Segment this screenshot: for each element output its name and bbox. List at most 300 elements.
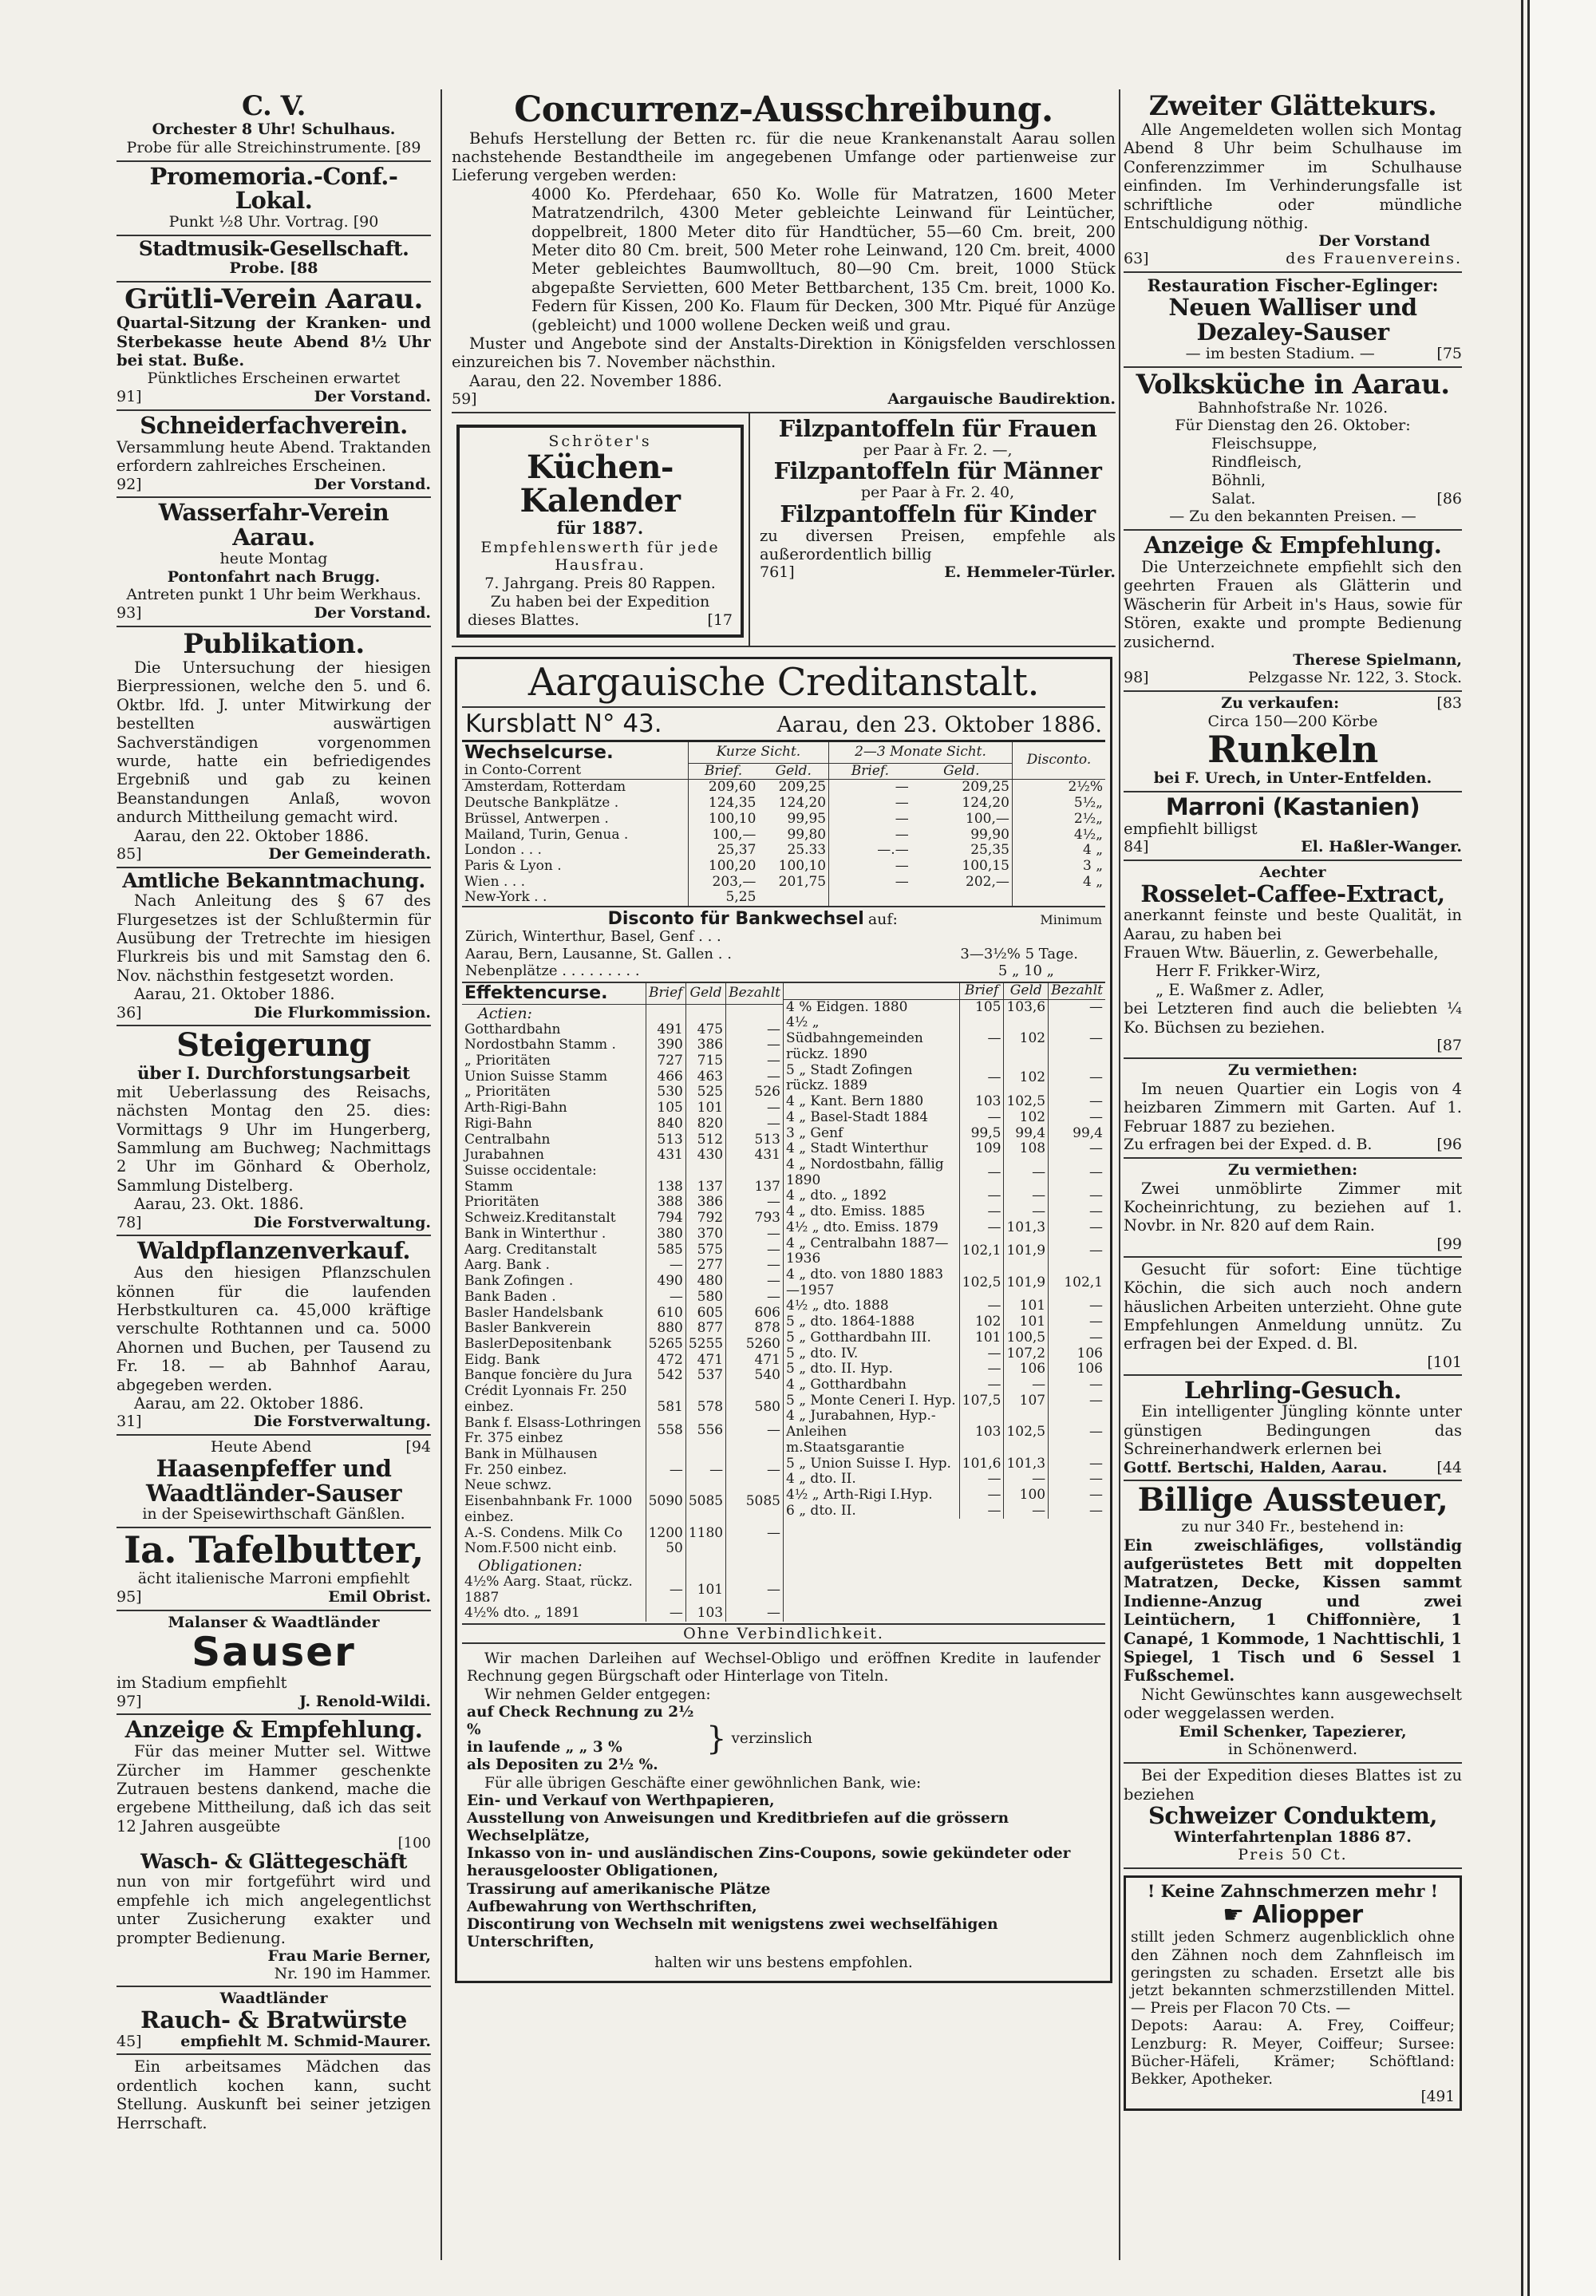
effekt-name: 3 „ Genf [786,1124,843,1141]
fp-no: 761] [760,563,795,582]
ad-concurrenz [452,89,1116,413]
effekt-value [685,1541,725,1557]
effekt-name: Basler Handelsbank [464,1304,603,1321]
effekt-value: 431 [646,1148,685,1164]
effekt-value: 99,4 [1004,1126,1049,1142]
effekt-row [462,1526,783,1542]
bank-l1: Ein- und Verkauf von Werthpapieren, [467,1792,775,1809]
h-brief-2: Brief. [829,763,911,780]
disc-r3: Nebenplätze . . . . . . . . . [465,962,640,980]
effekt-row-right [784,1063,1105,1094]
wechsel-value: — [829,828,911,844]
ad-promemoria [117,162,431,236]
vk-item: Rindfleisch, [1211,453,1302,472]
effekt-value: 466 [646,1069,685,1085]
effekt-row [462,1195,783,1211]
bank-p1: Wir machen Darleihen auf Wechsel-Obligo und eröffnen Kredite in laufender Rechnung gegen Bürgschaft oder Hinterlage von Titeln. [467,1650,1100,1685]
bank-brace: } [706,1721,727,1758]
wechsel-value: — [829,780,911,796]
effekten-right [784,983,1105,1622]
effekt-row [462,1101,783,1116]
effekt-value: 878 [726,1321,783,1337]
effekt-value: — [959,1346,1004,1362]
effekt-name: Bank Zofingen . [464,1273,574,1290]
wechsel-value: 209,25 [962,779,1009,796]
amt-sig: Die Flurkommission. [254,1003,431,1022]
effekt-value: — [726,1243,783,1259]
effekt-value: 5255 [685,1337,725,1353]
wechsel-value: 99,90 [970,826,1009,843]
vk-item: Böhnli, [1211,471,1266,489]
effekt-name: Nordostbahn Stamm . [464,1037,616,1053]
cred-title: Aargauische Creditanstalt. [462,662,1105,708]
sc-title: Schweizer Conduktem, [1148,1801,1437,1829]
effekt-name: 4 „ dto. II. [786,1471,856,1488]
wechsel-value: 209,60 [688,780,758,796]
ae-body: Die Unterzeichnete empfiehlt sich den geehrten Frauen als Glätterin und Wäscherin für Arbeit in's Haus, sowie für Stören, exakte und prompte Bedienung zusichernd. [1124,557,1462,651]
rb-body: empfiehlt M. Schmid-Maurer. [180,2032,431,2050]
effekt-value: — [1049,1110,1105,1126]
pub-foot [117,845,431,863]
effekt-value: 606 [726,1306,783,1322]
effekt-row [462,1463,783,1479]
effekt-name: Aarg. Bank . [464,1257,550,1274]
effekt-value: 513 [726,1132,783,1148]
effekt-value: — [1049,1409,1105,1456]
az-sig: Frau Marie Berner, [267,1947,431,1966]
wechsel-value [829,890,911,906]
wechsel-value: 100,10 [688,812,758,828]
effekt-row [462,1290,783,1306]
bank-verz: verzinslich [731,1730,812,1748]
wp-body: Aus den hiesigen Pflanzschulen können für die laufenden Herbstkulturen ca. 45,000 kräftige verschulte Rothtannen und ca. 5000 Ahornen und Buchen, per Tausend zu Fr. 18. — ab Bahnhof Aarau, abgegeben werden. [117,1263,431,1394]
sa-sig: J. Renold-Wildi. [298,1692,431,1710]
effekt-value: 1180 [685,1526,725,1542]
effekt-row-right [784,1204,1105,1220]
ges-body: Gesucht für sofort: Eine tüchtige Köchin, die sich auch noch andern häuslichen Arbeiten unterzieht. Ohne gute Empfehlungen Anmeldung unnütz. Zu erfragen bei der Exped. d. Bl. [1124,1259,1462,1353]
effekt-value: 430 [685,1148,725,1164]
effekt-name: 5 „ dto. II. Hyp. [786,1361,893,1377]
effekt-name: 5 „ dto. IV. [786,1345,859,1361]
effekt-value: — [646,1258,685,1274]
effekt-value: 727 [646,1053,685,1069]
effekt-name: 4 „ Stadt Winterthur [786,1140,928,1157]
wechsel-value: 100,10 [778,858,827,874]
effekt-value: 5085 [685,1478,725,1525]
effekt-value: — [959,1377,1004,1393]
effekt-value: 101,9 [1004,1236,1049,1267]
effekt-value: 840 [646,1116,685,1132]
h-geld-2: Geld. [911,763,1013,780]
sa-title: Sauser [192,1629,356,1676]
effekt-value: 581 [646,1400,685,1416]
effekt-value: — [1049,1504,1105,1519]
kk-l6: dieses Blattes. [468,611,579,629]
effekt-row [462,1037,783,1053]
sc-price: Preis 50 Ct. [1238,1846,1348,1864]
fp-t2: Filzpantoffeln für Männer [773,457,1102,485]
wechsel-value: 99,95 [787,810,827,827]
wp-no: 31] [117,1413,142,1431]
was-foot [117,604,431,622]
ad-glaettekurs [1124,89,1462,273]
ha-l1no: [94 [405,1438,431,1456]
h-ef-bez-r: Bezahlt [1049,983,1105,999]
effekt-value: 390 [646,1037,685,1053]
ad-aliopper [1124,1875,1462,2111]
effekt-row [462,1053,783,1069]
effekt-value: — [726,1416,783,1447]
effekt-value: 101 [1004,1314,1049,1330]
gr-sig: Der Vorstand. [314,388,431,406]
mar-foot [1124,838,1462,856]
effekt-row [462,1148,783,1164]
effekt-value: 101,9 [1004,1267,1049,1298]
effekt-value: — [646,1606,685,1622]
effekt-name: 5 „ Union Suisse I. Hyp. [786,1455,951,1472]
effekt-value: 1200 [646,1526,685,1542]
wp-title: Waldpflanzenverkauf. [137,1237,410,1265]
effekt-value: 386 [685,1037,725,1053]
wechsel-value: 209,25 [778,779,827,796]
effekt-value: 106 [1004,1361,1049,1377]
effekt-value: 580 [726,1400,783,1416]
ha-l1: Heute Abend [210,1438,312,1456]
effekt-row-right [784,1504,1105,1519]
effekt-value [726,1541,783,1557]
bank-i3: als Depositen zu 2½ %. [467,1757,658,1774]
wechsel-value: 100,15 [962,858,1009,874]
stadt-line: Probe. [88 [229,259,318,278]
effekt-value: — [1004,1377,1049,1393]
effekt-value: 491 [646,1022,685,1038]
effekt-value: — [959,1204,1004,1220]
effekt-row [462,1416,783,1447]
ad-wasserfahr [117,498,431,627]
effekt-value: 137 [685,1180,725,1195]
fp-t3: Filzpantoffeln für Kinder [780,500,1096,528]
ad-marroni [1124,792,1462,861]
creditanstalt-box [455,657,1112,1983]
effekt-row-right [784,1236,1105,1267]
effekt-name: Centralbahn [464,1131,551,1148]
effekt-value: 480 [685,1274,725,1290]
wechsel-value: 5,25 [688,890,758,906]
ha-l2: in der Speisewirthschaft Gänßlen. [142,1505,405,1523]
ad-volkskueche [1124,368,1462,532]
vkf-l1: Circa 150—200 Körbe [1207,712,1378,730]
effekt-row [462,1116,783,1132]
wechsel-row [462,859,1105,875]
effekt-row [462,1132,783,1148]
effekt-value: 490 [646,1274,685,1290]
effekt-value: 50 [646,1541,685,1557]
wechsel-table [462,742,1105,907]
ro-s2: Herr F. Frikker-Wirz, [1156,962,1321,981]
effekt-row [462,1227,783,1243]
effekt-value: — [959,1157,1004,1188]
ro-body2: bei Letzteren find auch die beliebten ¼ Ko. Büchsen zu beziehen. [1124,999,1462,1037]
ef-oblig: Obligationen: [478,1557,583,1575]
al-no: [491 [1420,2089,1455,2106]
st-body: mit Ueberlassung des Reisachs, nächsten Montag den 25. dies: Vormittags 9 Uhr im Hungerberg, Sammlung am Buchweg; Nachmittags 2 Uhr im Gönhard & Oberholz, Sammlung Distelberg. [117,1082,431,1195]
sc-l1: Bei der Expedition dieses Blattes ist zu beziehen [1124,1766,1462,1804]
ohne: Ohne Verbindlichkeit. [683,1625,884,1643]
pub-date: Aarau, den 22. Oktober 1886. [134,826,369,845]
left-column [117,89,431,2260]
effekt-name: Bank Baden . [464,1288,556,1305]
effekt-value: 101,3 [1004,1220,1049,1236]
effekt-row-right [784,1377,1105,1393]
zv2-body: Zwei unmöblirte Zimmer mit Kocheinrichtung, zu beziehen auf 1. Novbr. in Nr. 820 auf dem Rain. [1124,1179,1462,1235]
effekt-name: Eidg. Bank [464,1351,540,1368]
effekt-value: — [1049,1456,1105,1472]
sa-l2: im Stadium empfiehlt [117,1674,287,1693]
effekt-name: „ Prioritäten [464,1084,551,1101]
effekt-value [685,1447,725,1463]
effekt-row [462,1368,783,1384]
effekt-value: 526 [726,1085,783,1101]
prom-title: Promemoria.-Conf.-Lokal. [149,162,398,215]
effekten-left-table [462,983,783,1622]
wechsel-row [462,780,1105,796]
wechsel-value: — [829,875,911,891]
effekt-value: 578 [685,1400,725,1416]
column-rule-left [440,89,442,2260]
lg-foot [1124,1459,1462,1477]
h-geld-1: Geld. [758,763,828,780]
amt-title: Amtliche Bekanntmachung. [122,868,425,892]
effekt-value: — [1049,999,1105,1015]
pub-body: Die Untersuchung der hiesigen Bierpressionen, welche den 5. und 6. Oktbr. lfd. J. unter Mitwirkung der bestellten auswärtigen Sachverständigen vorgenommen wurde, hatte ein befriedigendes Ergebniß und gab zu keinen Beanstandungen Anlaß, wovon andurch Mittheilung gemacht wird. [117,658,431,827]
cv-line2: Probe für alle Streichinstrumente. [89 [126,138,421,156]
effekt-value: 5260 [726,1337,783,1353]
amt-no: 36] [117,1003,142,1022]
effekt-value: 880 [646,1321,685,1337]
disc-r1: Zürich, Winterthur, Basel, Genf . . . [465,928,721,946]
gr-no: 91] [117,388,142,406]
wechsel-value [1012,890,1105,906]
effekt-row-right [784,1126,1105,1142]
rs-title2: Dezaley-Sauser [1196,318,1389,346]
effekt-value: 102 [1004,1110,1049,1126]
ro-s3: „ E. Waßmer z. Adler, [1156,980,1325,999]
cv-line1: Orchester 8 Uhr! Schulhaus. [152,121,396,139]
zg-body: Alle Angemeldeten wollen sich Montag Abend 8 Uhr beim Schulhause im Conferenzzimmer im Schulhause einfinden. Im Verhinderungsfalle ist schriftliche oder mündliche Entschuldigung nöthig. [1124,121,1462,232]
effekt-value: 102 [959,1314,1004,1330]
ro-body: anerkannt feinste und beste Qualität, in Aarau, zu haben bei [1124,906,1462,943]
ba-body2: Nicht Gewünschtes kann ausgewechselt oder weggelassen werden. [1124,1685,1462,1723]
wechsel-place: Paris & Lyon . [464,858,562,874]
cred-date: Aarau, den 23. Oktober 1886. [776,712,1102,737]
effekt-value: — [726,1227,783,1243]
effekt-name: 4 „ Basel-Stadt 1884 [786,1108,929,1125]
effekt-row-right [784,1298,1105,1314]
disc-r3-row [465,962,1102,980]
effekt-value: — [1049,1094,1105,1110]
effekt-value: — [1004,1157,1049,1188]
ba-body: Ein zweischläfiges, vollständig aufgerüstetes Bett mit doppelten Matratzen, Decke, Kissen sammt Indienne-Anzug und zwei Leintüchern, 1 Chiffonnière, 1 Canapé, 1 Kommode, 1 Nachttischli, 1 Spiegel, 1 Tisch und 6 Sessel 1 Fußschemel. [1124,1535,1462,1685]
effekt-name: Banque foncière du Jura [464,1367,633,1384]
effekt-value: — [1049,1220,1105,1236]
effekt-value: — [959,1188,1004,1204]
effekt-value: — [1049,1204,1105,1220]
kk-box [456,425,744,638]
effekt-value: 102,1 [959,1236,1004,1267]
ad-conduktem [1124,1764,1462,1869]
effekten-right-table [784,983,1105,1519]
effekt-name: A.-S. Condens. Milk Co [464,1524,623,1541]
cred-kurs: Kursblatt N° 43. [465,709,662,738]
ohne-row [462,1623,1105,1644]
effekt-value: — [726,1606,783,1622]
rs-foot [1124,345,1462,363]
tb-title: Ia. Tafelbutter, [124,1528,424,1572]
effekt-row-right [784,1393,1105,1409]
wechsel-value: 100,— [966,810,1009,827]
h-ef-geld: Geld [685,983,725,1004]
bank-l4: Trassirung auf amerikanische Plätze [467,1880,771,1898]
effekt-value: 431 [726,1148,783,1164]
bank-end: halten wir uns bestens empfohlen. [654,1954,913,1972]
effekt-value: 102,5 [1004,1094,1049,1110]
wechsel-place: Wien . . . [464,873,526,890]
ba-sig: Emil Schenker, Tapezierer, [1179,1722,1407,1741]
effekt-value: 102,5 [1004,1409,1049,1456]
al-l1: ! Keine Zahnschmerzen mehr ! [1148,1881,1438,1902]
effekt-value: — [726,1575,783,1606]
effekt-name: Bank in Winterthur . [464,1225,606,1242]
effekt-row [462,1180,783,1195]
con-body: Behufs Herstellung der Betten rc. für die neue Krankenanstalt Aarau sollen nachstehende Bestandtheile im angegebenen Umfange oder partienweise zur Lieferung vergeben werden: [452,128,1116,185]
amt-foot [117,1004,431,1022]
mar-l1: empfiehlt billigst [1124,819,1258,838]
vk-items [1124,435,1462,508]
effekt-value: — [1004,1204,1049,1220]
ad-tafelbutter [117,1528,431,1610]
ae-no: 98] [1124,668,1149,686]
ro-s1: Frauen Wtw. Bäuerlin, z. Gewerbehalle, [1124,943,1439,962]
effekt-value: — [959,1361,1004,1377]
gr-title: Grütli-Verein Aarau. [124,283,423,316]
effekt-value [646,1447,685,1463]
effekt-row [462,1069,783,1085]
effekten-section [462,982,1105,1622]
effekt-name: 4 „ dto. von 1880 1883—1957 [786,1266,944,1298]
stadt-title: Stadtmusik-Gesellschaft. [138,236,409,260]
effekt-name: Neue schwz. Eisenbahnbank Fr. 1000 einbez. [464,1477,633,1525]
effekt-row [462,1447,783,1463]
pub-sig: Der Gemeinderath. [268,844,431,863]
con-body2: Muster und Angebote sind der Anstalts-Direktion in Königsfelden verschlossen einzureichen bis 7. November nächsthin. [452,334,1116,372]
bank-l5: Aufbewahrung von Werthschriften, [467,1898,757,1915]
effekt-value: 5090 [646,1478,685,1525]
ad-kuechenkalender [452,413,749,646]
effekt-value [726,1164,783,1180]
effekt-row-right [784,1346,1105,1362]
sc-sub: Winterfahrtenplan 1886 87. [1174,1828,1412,1846]
wechsel-row [462,796,1105,812]
effekt-value: — [1049,1488,1105,1504]
cred-kurs-row [462,708,1105,742]
effekt-row-right [784,1220,1105,1236]
ad-restauration [1124,273,1462,367]
wp-sig: Die Forstverwaltung. [253,1413,431,1431]
ad-haasenpfeffer [117,1436,431,1528]
h-ef-brief-r: Brief [959,983,1004,999]
wechsel-value: 100,— [688,828,758,844]
wechsel-value [911,890,1013,906]
h-kurz: Kurze Sicht. [688,742,828,764]
disc-r2-row [465,946,1102,963]
st-sig: Die Forstverwaltung. [253,1213,431,1231]
sch-title: Schneiderfachverein. [140,411,408,439]
wechsel-place: London . . . [464,842,542,859]
effekt-name: 4 „ Jurabahnen, Hyp.-Anleihen m.Staatsgarantie [786,1408,936,1456]
ad-stadtmusik [117,236,431,283]
st-title: Steigerung [176,1026,371,1065]
effekt-value: 537 [685,1368,725,1384]
effekt-value: — [646,1290,685,1306]
wechsel-value [758,890,828,906]
ae-foot [1124,669,1462,687]
effekt-row [462,1211,783,1227]
vkf-title: Zu verkaufen: [1221,694,1340,712]
wechsel-value: 100,20 [688,859,758,875]
effekt-value: — [726,1526,783,1542]
effekt-row-right [784,1361,1105,1377]
al-body: stillt jeden Schmerz augenblicklich ohne den Zähnen noch dem Zahnfleisch im geringsten zu schaden. Ersetzt alle bis jetzt bekannten schmerzstillenden Mittel. — Preis per Flacon 70 Cts. — [1131,1929,1455,2017]
cv-title: C. V. [242,90,306,122]
ae-title: Anzeige & Empfehlung. [1144,532,1442,559]
ad-maedchen [117,2055,431,2132]
ges-no: [101 [1427,1353,1462,1371]
effekt-value: — [1004,1504,1049,1519]
effekt-value: 108 [1004,1141,1049,1157]
az-body: Für das meiner Mutter sel. Wittwe Zürcher im Hammer geschenkte Zutrauen bestens dankend, mache die ergebene Mittheilung, daß ich das seit 12 Jahren ausgeübte [117,1742,431,1836]
lg-no: [44 [1436,1458,1462,1476]
effekt-name: Prioritäten [464,1194,539,1211]
ad-schneider [117,411,431,498]
ef-aktien: Actien: [478,1004,532,1022]
con-sig: Aargauische Baudirektion. [887,390,1116,409]
ad-amtliche [117,868,431,1027]
was-l1: heute Montag [219,549,328,567]
ad-vermieten-1 [1124,1059,1462,1159]
effekt-row [462,1541,783,1557]
effekt-value: 386 [685,1195,725,1211]
effekt-value: 107,5 [959,1393,1004,1409]
effekt-value [685,1164,725,1180]
az-sub: Wasch- & Glättegeschäft [140,1849,407,1873]
effekt-value: — [726,1101,783,1116]
was-no: 93] [117,604,142,622]
effekt-value: — [646,1575,685,1606]
kk-foot [468,611,733,630]
effekt-value: — [959,1488,1004,1504]
effekt-value: 101,3 [1004,1456,1049,1472]
zg-title: Zweiter Glättekurs. [1148,90,1437,122]
effekt-row [462,1353,783,1369]
kk-l3: Empfehlenswerth für jede Hausfrau. [480,538,720,575]
effekt-value: — [959,1298,1004,1314]
disc-r2v: 3—3½% 5 Tage. [960,945,1078,962]
column-rule-right [1119,89,1120,2260]
rs-no: [75 [1436,344,1462,362]
con-foot [452,390,1116,409]
effekt-value: 101 [1004,1298,1049,1314]
zg-sig2: des Frauenvereins. [1286,250,1462,268]
